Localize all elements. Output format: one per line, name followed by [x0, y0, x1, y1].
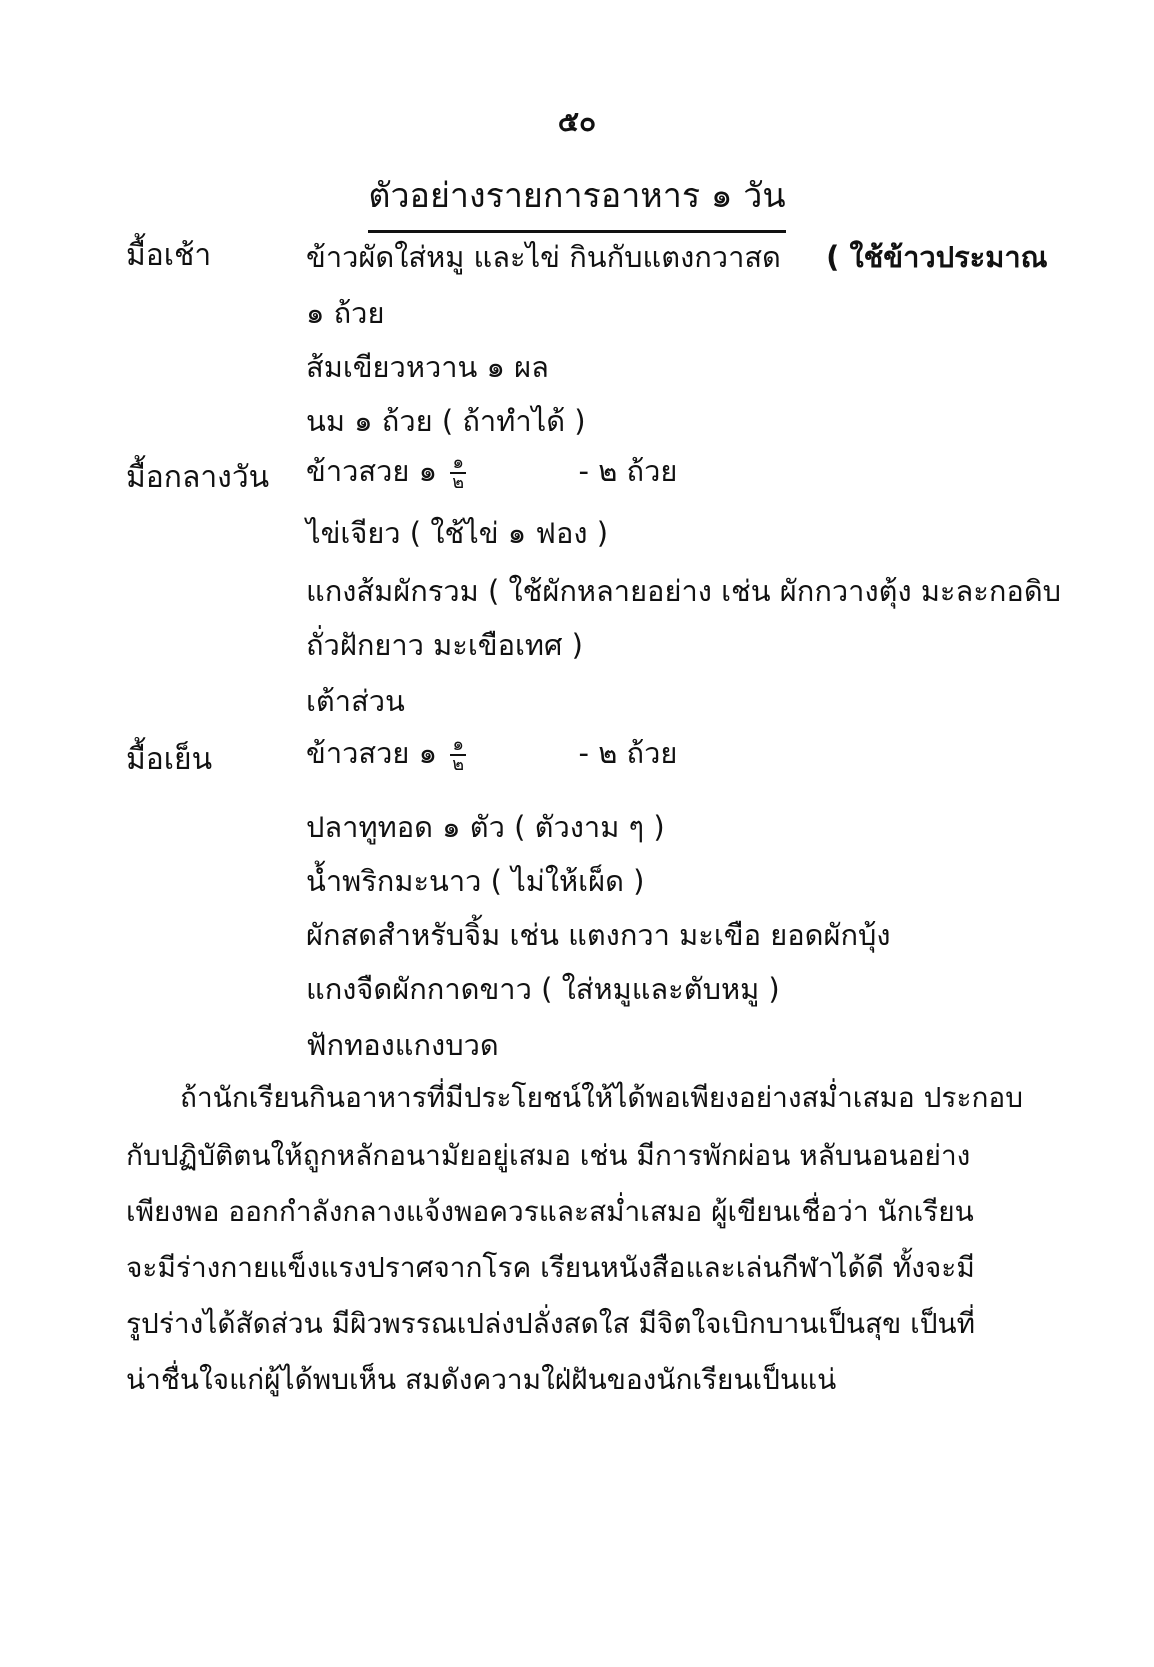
lunch-line-2: ไข่เจียว ( ใช้ไข่ ๑ ฟอง ): [306, 516, 609, 550]
breakfast-line-4: นม ๑ ถ้วย ( ถ้าทำได้ ): [306, 404, 586, 438]
breakfast-line-2: ๑ ถ้วย: [306, 296, 385, 330]
page-number: ๕๐: [557, 105, 597, 138]
paragraph-line-3: เพียงพอ ออกกำลังกลางแจ้งพอควรและสม่ำเสมอ ผู้เขียนเชื่อว่า นักเรียน: [126, 1195, 974, 1228]
dinner-fraction-denominator: ๒: [452, 754, 465, 775]
page-title: [0, 168, 1154, 233]
paragraph-line-1: ถ้านักเรียนกินอาหารที่มีประโยชน์ให้ได้พอเพียงอย่างสม่ำเสมอ ประกอบ: [180, 1081, 1024, 1114]
dinner-line-1: [306, 730, 677, 776]
paragraph-line-2: กับปฏิบัติตนให้ถูกหลักอนามัยอยู่เสมอ เช่น มีการพักผ่อน หลับนอนอย่าง: [126, 1139, 971, 1172]
paragraph-line-4: จะมีร่างกายแข็งแรงปราศจากโรค เรียนหนังสือและเล่นกีฬาได้ดี ทั้งจะมี: [126, 1251, 975, 1284]
dinner-label: มื้อเย็น: [126, 742, 213, 777]
lunch-fraction-numerator: ๑: [450, 454, 466, 474]
dinner-line-3: น้ำพริกมะนาว ( ไม่ให้เผ็ด ): [306, 864, 645, 898]
dinner-line-2: ปลาทูทอด ๑ ตัว ( ตัวงาม ๆ ): [306, 810, 665, 844]
breakfast-line-1: [306, 234, 1048, 280]
dinner-line-5: แกงจืดผักกาดขาว ( ใส่หมูและตับหมู ): [306, 972, 780, 1006]
paragraph-line-5: รูปร่างได้สัดส่วน มีผิวพรรณเปล่งปลั่งสดใส มีจิตใจเบิกบานเป็นสุข เป็นที่: [126, 1307, 976, 1340]
lunch-line-5: เต้าส่วน: [306, 684, 405, 718]
lunch-fraction: [450, 454, 466, 492]
dinner-line-4: ผักสดสำหรับจิ้ม เช่น แตงกวา มะเขือ ยอดผักบุ้ง: [306, 918, 891, 952]
breakfast-line-1-bold: ( ใช้ข้าวประมาณ: [826, 240, 1048, 274]
lunch-rice-suffix: - ๒ ถ้วย: [578, 454, 678, 488]
dinner-rice-prefix: ข้าวสวย ๑: [306, 736, 437, 770]
dinner-rice-suffix: - ๒ ถ้วย: [578, 736, 678, 770]
lunch-label: มื้อกลางวัน: [126, 460, 270, 495]
lunch-line-3: แกงส้มผักรวม ( ใช้ผักหลายอย่าง เช่น ผักกวางตุ้ง มะละกอดิบ: [306, 574, 1062, 608]
lunch-rice-prefix: ข้าวสวย ๑: [306, 454, 437, 488]
dinner-fraction: [450, 736, 466, 774]
lunch-fraction-denominator: ๒: [452, 472, 465, 493]
breakfast-label: มื้อเช้า: [126, 238, 212, 273]
breakfast-line-1-text: ข้าวผัดใส่หมู และไข่ กินกับแตงกวาสด: [306, 240, 781, 274]
page-title-text: ตัวอย่างรายการอาหาร ๑ วัน: [368, 168, 785, 233]
paragraph-line-6: น่าชื่นใจแก่ผู้ได้พบเห็น สมดังความใฝ่ฝันของนักเรียนเป็นแน่: [126, 1363, 837, 1396]
lunch-line-1: [306, 448, 677, 494]
dinner-fraction-numerator: ๑: [450, 736, 466, 756]
breakfast-line-3: ส้มเขียวหวาน ๑ ผล: [306, 350, 549, 384]
dinner-line-6: ฟักทองแกงบวด: [306, 1028, 499, 1062]
lunch-line-4: ถั่วฝักยาว มะเขือเทศ ): [306, 628, 583, 662]
